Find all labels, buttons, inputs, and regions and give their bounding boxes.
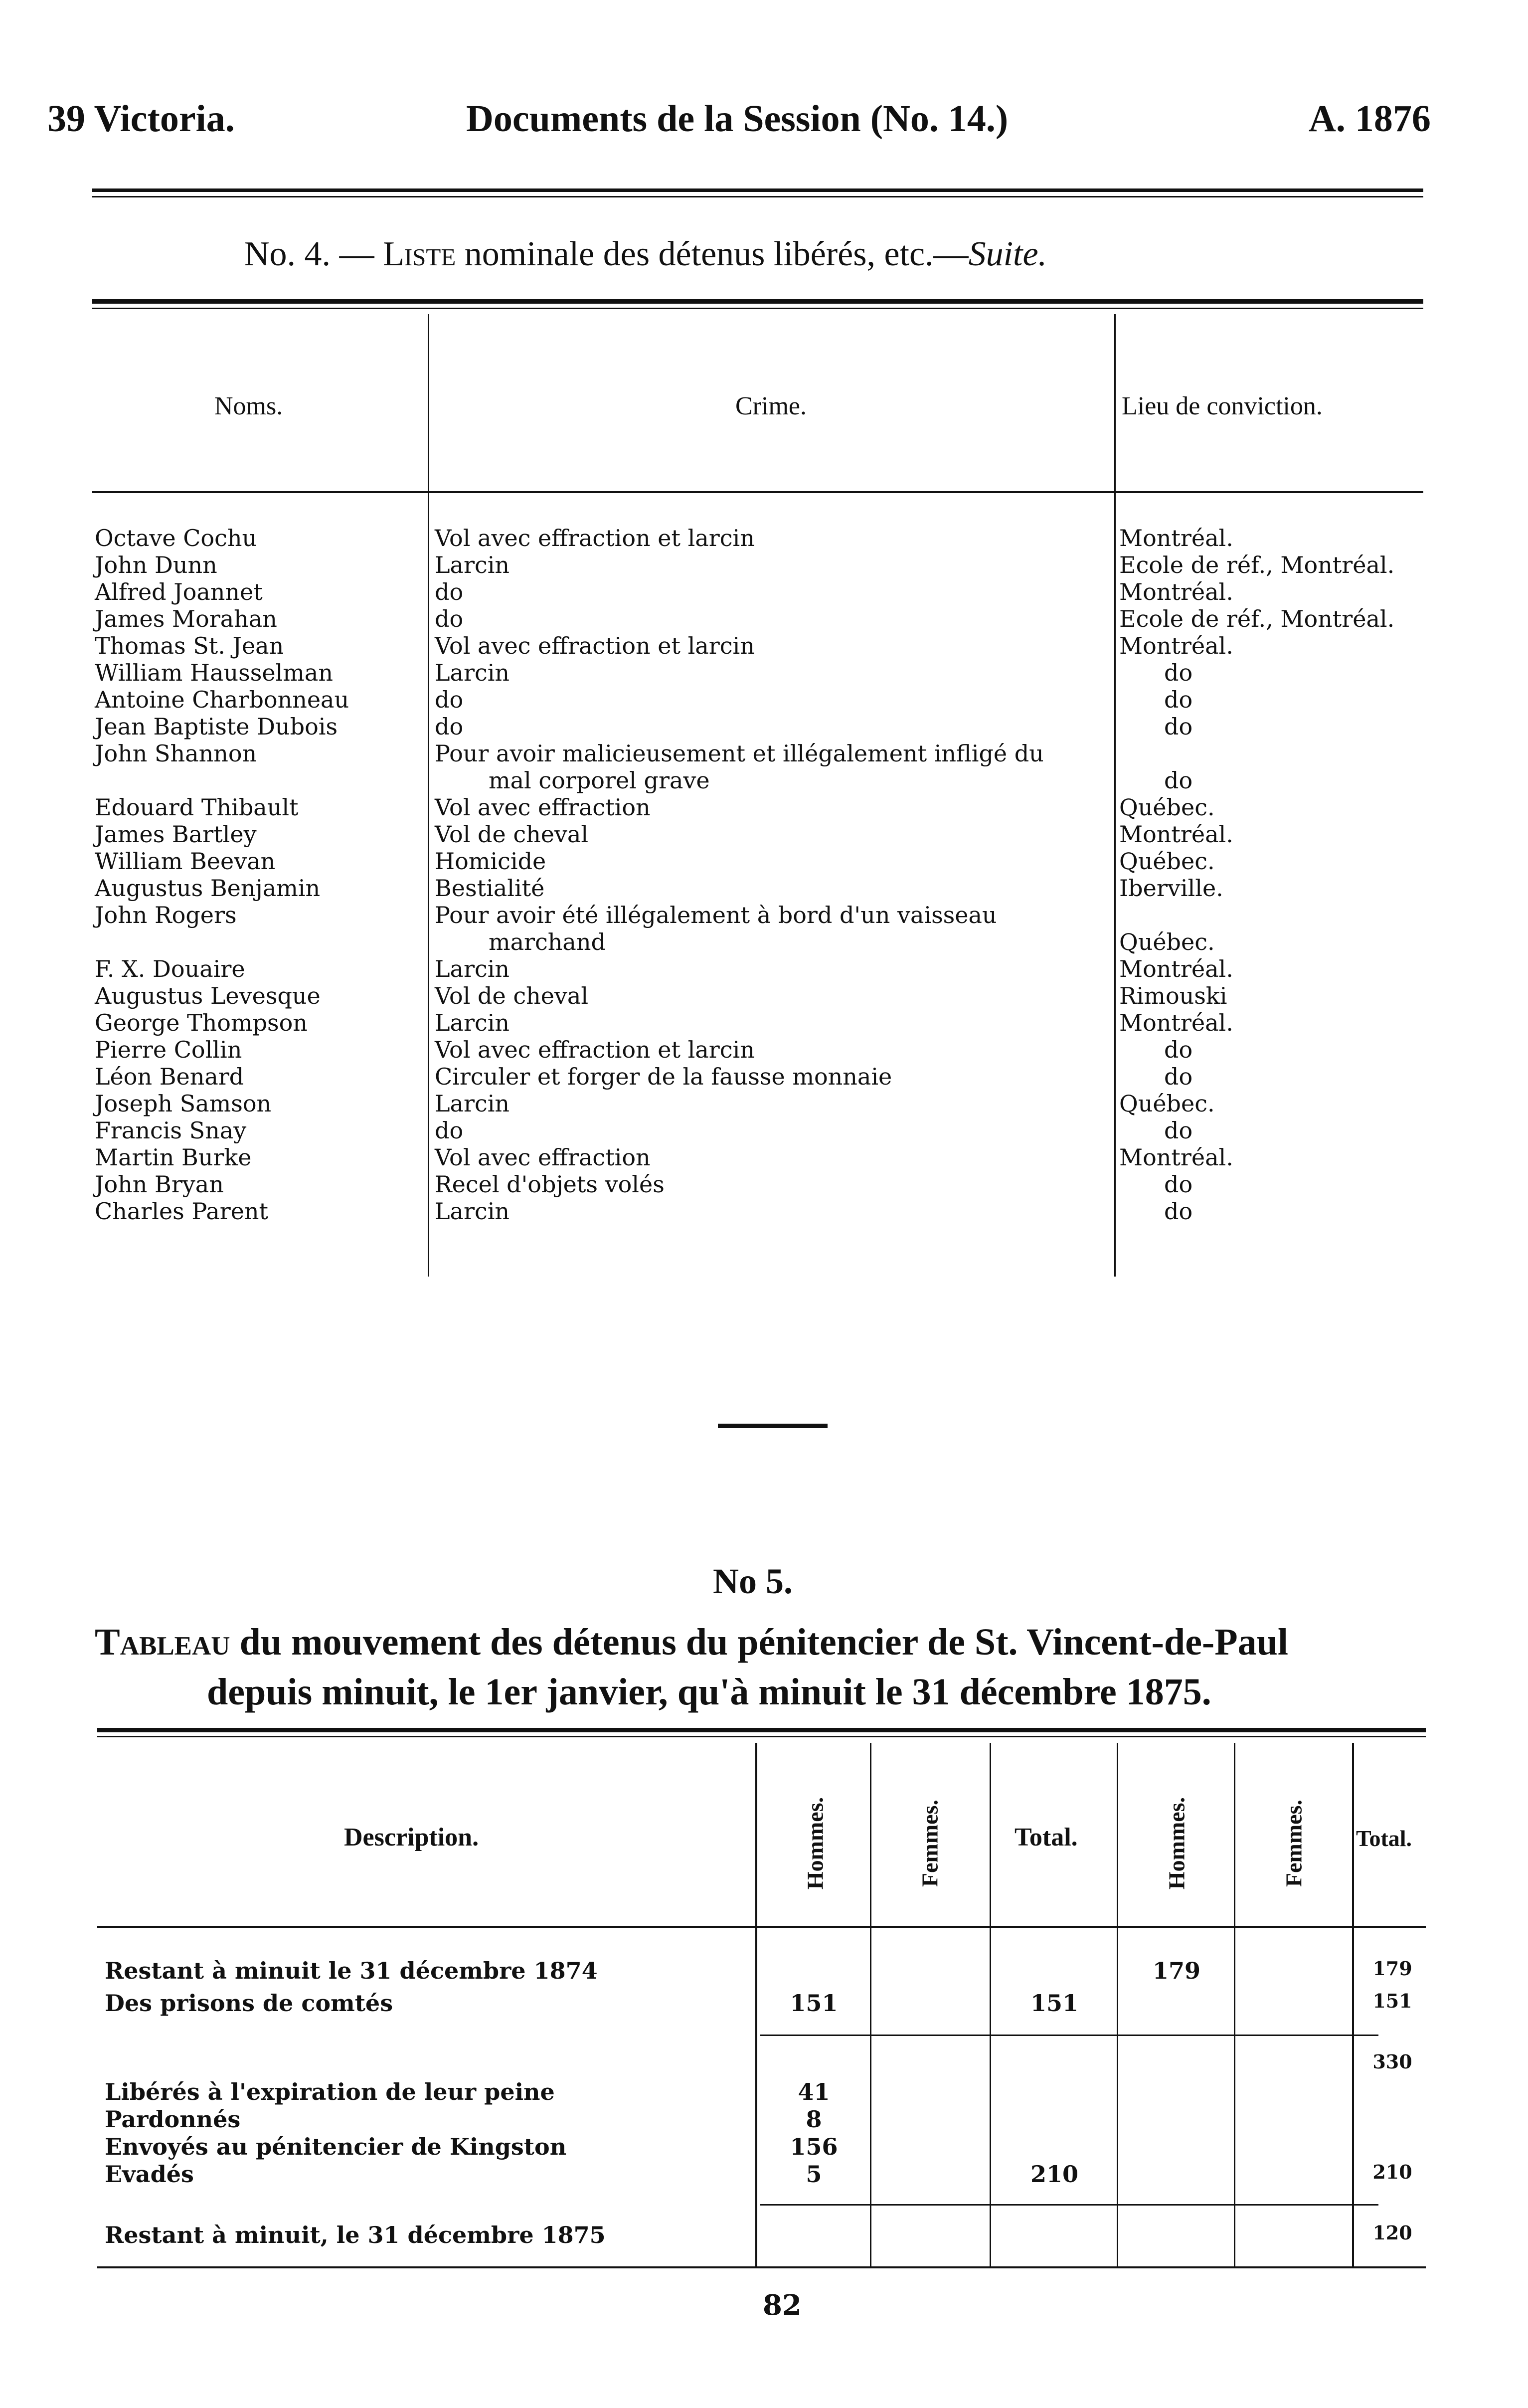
crime: Larcin: [435, 1090, 510, 1117]
table5-col-sep: [1352, 1743, 1354, 2266]
count-t2: 151: [1372, 1990, 1412, 2012]
header-right: A. 1876: [1309, 98, 1431, 140]
column-header-crime: Crime.: [735, 392, 807, 420]
count-h1: 8: [806, 2106, 822, 2133]
prisoner-name: Alfred Joannet: [95, 578, 263, 605]
movement-description: Restant à minuit le 31 décembre 1874: [105, 1957, 598, 1984]
crime: Vol de cheval: [435, 821, 589, 848]
prisoner-name: Augustus Levesque: [95, 982, 321, 1009]
table4-col-sep: [1114, 314, 1116, 1277]
table5-top-rule-thin: [97, 1736, 1426, 1737]
conviction-place: do: [1164, 686, 1193, 713]
count-h1: 41: [798, 2078, 830, 2105]
conviction-place: do: [1164, 1063, 1193, 1090]
crime: Larcin: [435, 1009, 510, 1036]
prisoner-name: William Beevan: [95, 848, 276, 875]
crime: Vol avec effraction: [435, 1144, 651, 1171]
conviction-place: Montréal.: [1119, 1144, 1233, 1171]
crime: do: [435, 578, 464, 605]
prisoner-name: Charles Parent: [95, 1198, 269, 1225]
table5-number: No 5.: [713, 1561, 793, 1601]
table4-top-rule-thin: [92, 308, 1423, 309]
crime-continued: marchand: [489, 928, 606, 955]
prisoner-name: John Bryan: [95, 1171, 224, 1198]
table5-header-rule: [97, 1926, 1426, 1928]
conviction-place: Ecole de réf., Montréal.: [1119, 605, 1395, 632]
movement-description: Pardonnés: [105, 2106, 241, 2133]
conviction-place: Montréal.: [1119, 955, 1233, 982]
table5-top-rule: [97, 1728, 1426, 1732]
column-header-hommes: Hommes.: [802, 1797, 828, 1890]
crime: Homicide: [435, 848, 546, 875]
count-t2: 120: [1372, 2222, 1412, 2244]
prisoner-name: Francis Snay: [95, 1117, 247, 1144]
count-h1: 151: [790, 1990, 838, 2017]
movement-description: Restant à minuit, le 31 décembre 1875: [105, 2222, 606, 2248]
conviction-place: Montréal.: [1119, 821, 1233, 848]
header-center: Documents de la Session (No. 14.): [466, 98, 1009, 140]
table5-col-sep: [990, 1743, 991, 2266]
header-rule-thin: [92, 196, 1423, 197]
conviction-place: Iberville.: [1119, 875, 1223, 902]
prisoner-name: Thomas St. Jean: [95, 632, 284, 659]
crime-continued: mal corporel grave: [489, 767, 710, 794]
prisoner-name: Jean Baptiste Dubois: [95, 713, 338, 740]
conviction-place: Québec.: [1119, 794, 1215, 821]
header-left: 39 Victoria.: [47, 98, 235, 140]
table5-title-line1: Tableau du mouvement des détenus du pénitencier de St. Vincent-de-Paul: [95, 1621, 1289, 1663]
conviction-place: do: [1164, 767, 1193, 794]
crime: do: [435, 605, 464, 632]
column-header-femmes-2: Femmes.: [1281, 1800, 1307, 1887]
conviction-place: Rimouski: [1119, 982, 1227, 1009]
movement-description: Libérés à l'expiration de leur peine: [105, 2078, 555, 2105]
conviction-place: Ecole de réf., Montréal.: [1119, 552, 1395, 578]
table4-top-rule: [92, 299, 1423, 304]
table5-col-sep: [1234, 1743, 1235, 2266]
crime: Larcin: [435, 552, 510, 578]
conviction-place: Montréal.: [1119, 525, 1233, 552]
movement-description: Evadés: [105, 2161, 194, 2188]
movement-description: Des prisons de comtés: [105, 1990, 393, 2017]
count-h2: 179: [1152, 1957, 1201, 1984]
table5-bottom-rule: [97, 2266, 1426, 2268]
crime: do: [435, 713, 464, 740]
conviction-place: Montréal.: [1119, 578, 1233, 605]
page-number: 82: [763, 2289, 802, 2322]
prisoner-name: James Morahan: [95, 605, 277, 632]
crime: Vol avec effraction et larcin: [435, 525, 755, 552]
conviction-place: Montréal.: [1119, 632, 1233, 659]
prisoner-name: Martin Burke: [95, 1144, 252, 1171]
section-separator: [718, 1424, 828, 1428]
column-header-femmes: Femmes.: [917, 1800, 943, 1887]
conviction-place: do: [1164, 1198, 1193, 1225]
table5-col-sep: [755, 1743, 757, 2266]
table4-header-rule: [92, 491, 1423, 493]
crime: Pour avoir été illégalement à bord d'un vaisseau: [435, 902, 997, 928]
count-h1: 156: [790, 2133, 838, 2160]
count-h1: 5: [806, 2161, 822, 2188]
crime: Vol de cheval: [435, 982, 589, 1009]
column-header-place: Lieu de conviction.: [1122, 392, 1323, 420]
crime: Vol avec effraction et larcin: [435, 632, 755, 659]
prisoner-name: William Hausselman: [95, 659, 333, 686]
column-header-total: Total.: [1015, 1823, 1078, 1852]
subtotal-rule: [760, 2035, 1378, 2036]
crime: do: [435, 686, 464, 713]
prisoner-name: James Bartley: [95, 821, 257, 848]
column-header-hommes-2: Hommes.: [1164, 1797, 1189, 1890]
prisoner-name: John Shannon: [95, 740, 257, 767]
conviction-place: Québec.: [1119, 928, 1215, 955]
prisoner-name: Edouard Thibault: [95, 794, 299, 821]
prisoner-name: Joseph Samson: [95, 1090, 272, 1117]
prisoner-name: Augustus Benjamin: [95, 875, 321, 902]
subtotal-rule: [760, 2204, 1378, 2206]
count-t1: 210: [1030, 2161, 1079, 2188]
crime: Pour avoir malicieusement et illégalement infligé du: [435, 740, 1044, 767]
column-header-names: Noms.: [214, 392, 283, 420]
crime: Vol avec effraction: [435, 794, 651, 821]
count-t2: 330: [1372, 2050, 1412, 2073]
conviction-place: Montréal.: [1119, 1009, 1233, 1036]
table4-col-sep: [428, 314, 429, 1277]
count-t2: 210: [1372, 2161, 1412, 2183]
conviction-place: do: [1164, 1117, 1193, 1144]
crime: Vol avec effraction et larcin: [435, 1036, 755, 1063]
count-t1: 151: [1030, 1990, 1079, 2017]
prisoner-name: Octave Cochu: [95, 525, 257, 552]
prisoner-name: Pierre Collin: [95, 1036, 242, 1063]
crime: do: [435, 1117, 464, 1144]
prisoner-name: George Thompson: [95, 1009, 308, 1036]
count-t2: 179: [1372, 1957, 1412, 1980]
column-header-total-2: Total.: [1356, 1826, 1412, 1851]
conviction-place: do: [1164, 1036, 1193, 1063]
movement-description: Envoyés au pénitencier de Kingston: [105, 2133, 567, 2160]
crime: Circuler et forger de la fausse monnaie: [435, 1063, 892, 1090]
prisoner-name: Léon Benard: [95, 1063, 244, 1090]
crime: Recel d'objets volés: [435, 1171, 665, 1198]
prisoner-name: John Rogers: [95, 902, 237, 928]
prisoner-name: F. X. Douaire: [95, 955, 245, 982]
table5-col-sep: [870, 1743, 871, 2266]
table5-title-line2: depuis minuit, le 1er janvier, qu'à minuit le 31 décembre 1875.: [207, 1671, 1211, 1713]
table4-title: No. 4. — Liste nominale des détenus libérés, etc.—Suite.: [244, 235, 1047, 273]
prisoner-name: John Dunn: [95, 552, 217, 578]
prisoner-name: Antoine Charbonneau: [95, 686, 349, 713]
crime: Bestialité: [435, 875, 545, 902]
column-header-description: Description.: [344, 1823, 479, 1852]
header-rule: [92, 188, 1423, 192]
conviction-place: Québec.: [1119, 1090, 1215, 1117]
crime: Larcin: [435, 1198, 510, 1225]
table5-col-sep: [1117, 1743, 1118, 2266]
crime: Larcin: [435, 955, 510, 982]
conviction-place: do: [1164, 1171, 1193, 1198]
conviction-place: do: [1164, 659, 1193, 686]
conviction-place: Québec.: [1119, 848, 1215, 875]
crime: Larcin: [435, 659, 510, 686]
conviction-place: do: [1164, 713, 1193, 740]
